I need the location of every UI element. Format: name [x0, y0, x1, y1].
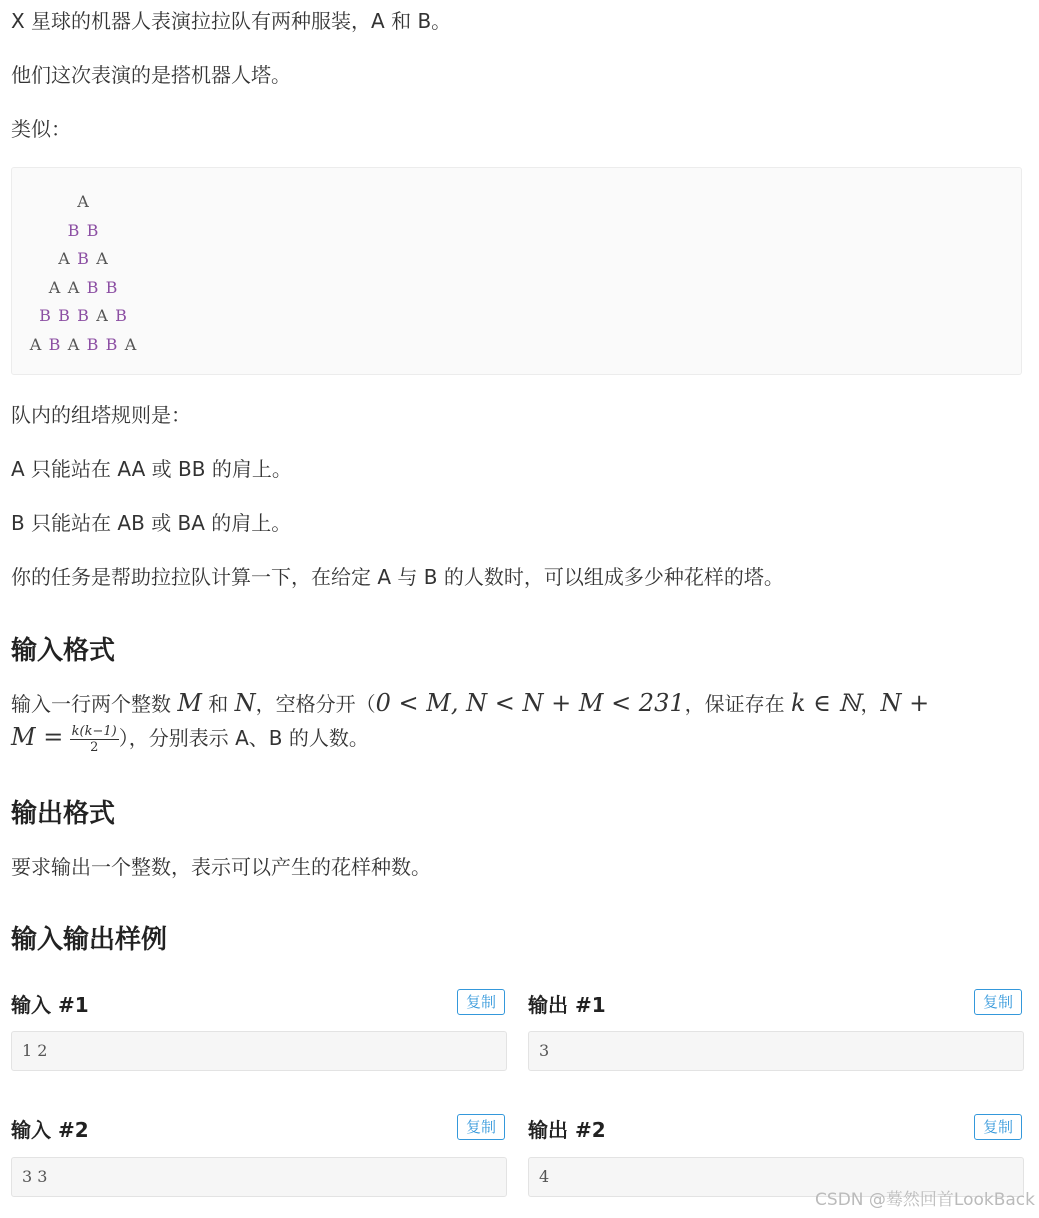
rules-paragraph-3: B 只能站在 AB 或 BA 的肩上。: [11, 511, 292, 535]
rules-paragraph-1: 队内的组塔规则是：: [11, 403, 191, 427]
robot-tower: [12, 168, 172, 376]
sample-output-1-title: 输出 #1: [528, 993, 606, 1017]
tower-code-block: [11, 167, 1022, 375]
watermark: CSDN @蓦然回首LookBack: [815, 1190, 1035, 1210]
sample-input-1-box: 1 2: [11, 1031, 507, 1071]
tower-robot-b: B: [86, 220, 99, 240]
sample-output-1-box: 3: [528, 1031, 1024, 1071]
sample-input-2-box: 3 3: [11, 1157, 507, 1197]
copy-input-2-button[interactable]: 复制: [457, 1114, 505, 1140]
tower-robot-a: A: [29, 335, 42, 354]
output-format-heading: 输出格式: [11, 799, 116, 829]
input-format-line-2: M = $\frac{k(k-1)}{2}$ ），分别表示 A、B 的人数。: [11, 723, 369, 755]
tower-robot-b: B: [105, 335, 118, 354]
tower-robot-a: A: [96, 249, 108, 269]
tower-robot-b: B: [39, 306, 51, 326]
tower-robot-b: B: [48, 335, 61, 354]
tower-robot-b: B: [58, 306, 70, 326]
intro-paragraph-3: 类似：: [11, 117, 71, 141]
tower-robot-a: A: [96, 306, 108, 326]
tower-robot-b: B: [77, 249, 89, 269]
tower-robot-b: B: [67, 220, 80, 240]
sample-output-2-box: 4: [528, 1157, 1024, 1197]
tower-robot-a: A: [58, 249, 70, 269]
sample-input-2-title: 输入 #2: [11, 1118, 89, 1142]
copy-input-1-button[interactable]: 复制: [457, 989, 505, 1015]
samples-heading: 输入输出样例: [11, 925, 168, 955]
tower-robot-b: B: [77, 306, 89, 326]
output-format-text: 要求输出一个整数，表示可以产生的花样种数。: [11, 855, 431, 879]
copy-output-1-button[interactable]: 复制: [974, 989, 1022, 1015]
fraction: $\frac{k(k-1)}{2}$: [71, 724, 117, 755]
input-format-line-1: 输入一行两个整数 M 和 N，空格分开（0 < M, N < N + M < 231，保证存在 k ∈ ℕ，N +: [11, 689, 930, 717]
rules-paragraph-2: A 只能站在 AA 或 BB 的肩上。: [11, 457, 292, 481]
tower-robot-a: A: [48, 277, 61, 297]
sample-output-2-title: 输出 #2: [528, 1118, 606, 1142]
tower-robot-b: B: [86, 277, 99, 297]
task-paragraph: 你的任务是帮助拉拉队计算一下，在给定 A 与 B 的人数时，可以组成多少种花样的塔。: [11, 565, 784, 589]
tower-robot-b: B: [115, 306, 127, 326]
tower-robot-a: A: [67, 277, 80, 297]
tower-robot-b: B: [105, 277, 118, 297]
sample-input-1-title: 输入 #1: [11, 993, 89, 1017]
tower-robot-a: A: [67, 335, 80, 354]
copy-output-2-button[interactable]: 复制: [974, 1114, 1022, 1140]
tower-robot-a: A: [77, 192, 89, 211]
intro-paragraph-2: 他们这次表演的是搭机器人塔。: [11, 63, 291, 87]
tower-robot-b: B: [86, 335, 99, 354]
intro-paragraph-1: X 星球的机器人表演拉拉队有两种服装，A 和 B。: [11, 9, 452, 33]
tower-robot-a: A: [124, 335, 137, 354]
input-format-heading: 输入格式: [11, 636, 116, 666]
